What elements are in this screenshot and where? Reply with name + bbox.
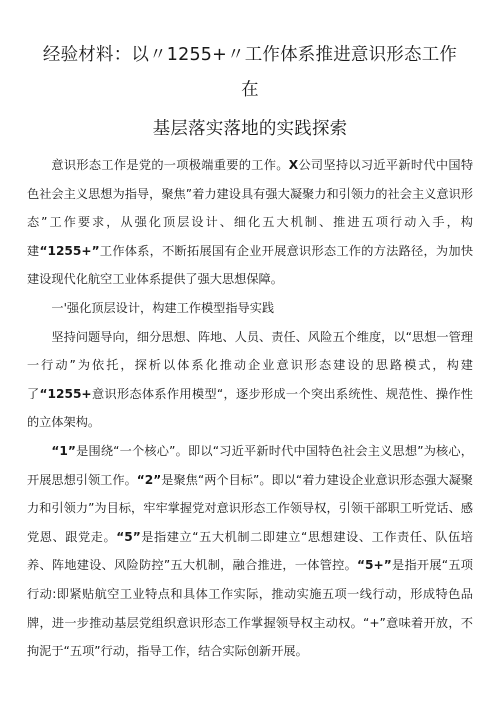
item-2-text: 是聚焦“两个目标”。即以“着力建设企业意识形态强大凝聚力和引领力”为目标，牢牢掌握党对意识形态工作领导权，引领干部职工听党话、感党恩、跟党走。 [27,472,473,544]
title-line-3: 基层落实落地的实践探索 [152,119,348,139]
title-line-1: 经验材料：以〃1255+〃工作体系推进意识形态工作 [42,45,458,65]
item-5-text: 是指建立“五大机制二即建立“思想建设、工作责任、队伍培养、阵地建设、风险防控”五大机制，融合推进，一体管控。 [27,529,473,573]
intro-text-c: 公司坚持以习近平新时代中国特色社会主义思想为指导，聚焦”着力建设具有强大凝聚力和引领力的社会主义意识形态”工作要求，从强化顶层设计、细化五大机制、推进五项行动入手，构建 [27,158,474,258]
paragraph-intro [27,151,473,294]
title-line-2: 在 [241,80,259,100]
item-1-text: 是围绕“一个核心”。即以“习近平新时代中国特色社会主义思想”为核心，开展思想引领工作。 [27,443,473,487]
item-5plus-text: 是指开展“五项行动:即紧贴航空工业特点和具体工作实际，推动实施五项一线行动，形成特色品牌，进一步推动基层党组织意识形态工作掌握领导权主动权。“+”意味着开放，不拘泥于“五项”行动，指导工作，结合实际创新开展。 [27,558,473,659]
item-5plus-bold: “5+” [357,558,392,573]
item-1-bold: “1” [51,443,76,458]
document-title [27,38,473,147]
system-name-bold: “1255+” [39,243,100,258]
item-2-bold: “2” [136,472,162,487]
section-heading-1: 一'强化顶层设计，构建工作模型指导实践 [51,300,275,315]
paragraph-explanation [27,437,473,666]
intro-text-e: 工作体系，不断拓展国有企业开展意识形态工作的方法路径，为加快建设现代化航空工业体系提供了强大思想保障。 [27,243,474,287]
model-text-c: 意识形态体系作用模型“，逐步形成一个突出系统性、规范性、操作性的立体架构。 [27,386,473,430]
company-mark: X [288,158,299,172]
intro-text-a: 意识形态工作是党的一项极端重要的工作。 [51,158,289,172]
document-body [27,151,473,666]
item-5-bold: “5” [116,529,141,544]
model-name-bold: “1255+ [39,386,92,401]
model-text-a: 坚持问题导向，细分思想、阵地、人员、责任、风险五个维度，以“思想一管理一行动”为依托，探析以体系化推动企业意识形态建设的思路模式，构建了 [27,329,473,401]
paragraph-model [27,323,473,437]
